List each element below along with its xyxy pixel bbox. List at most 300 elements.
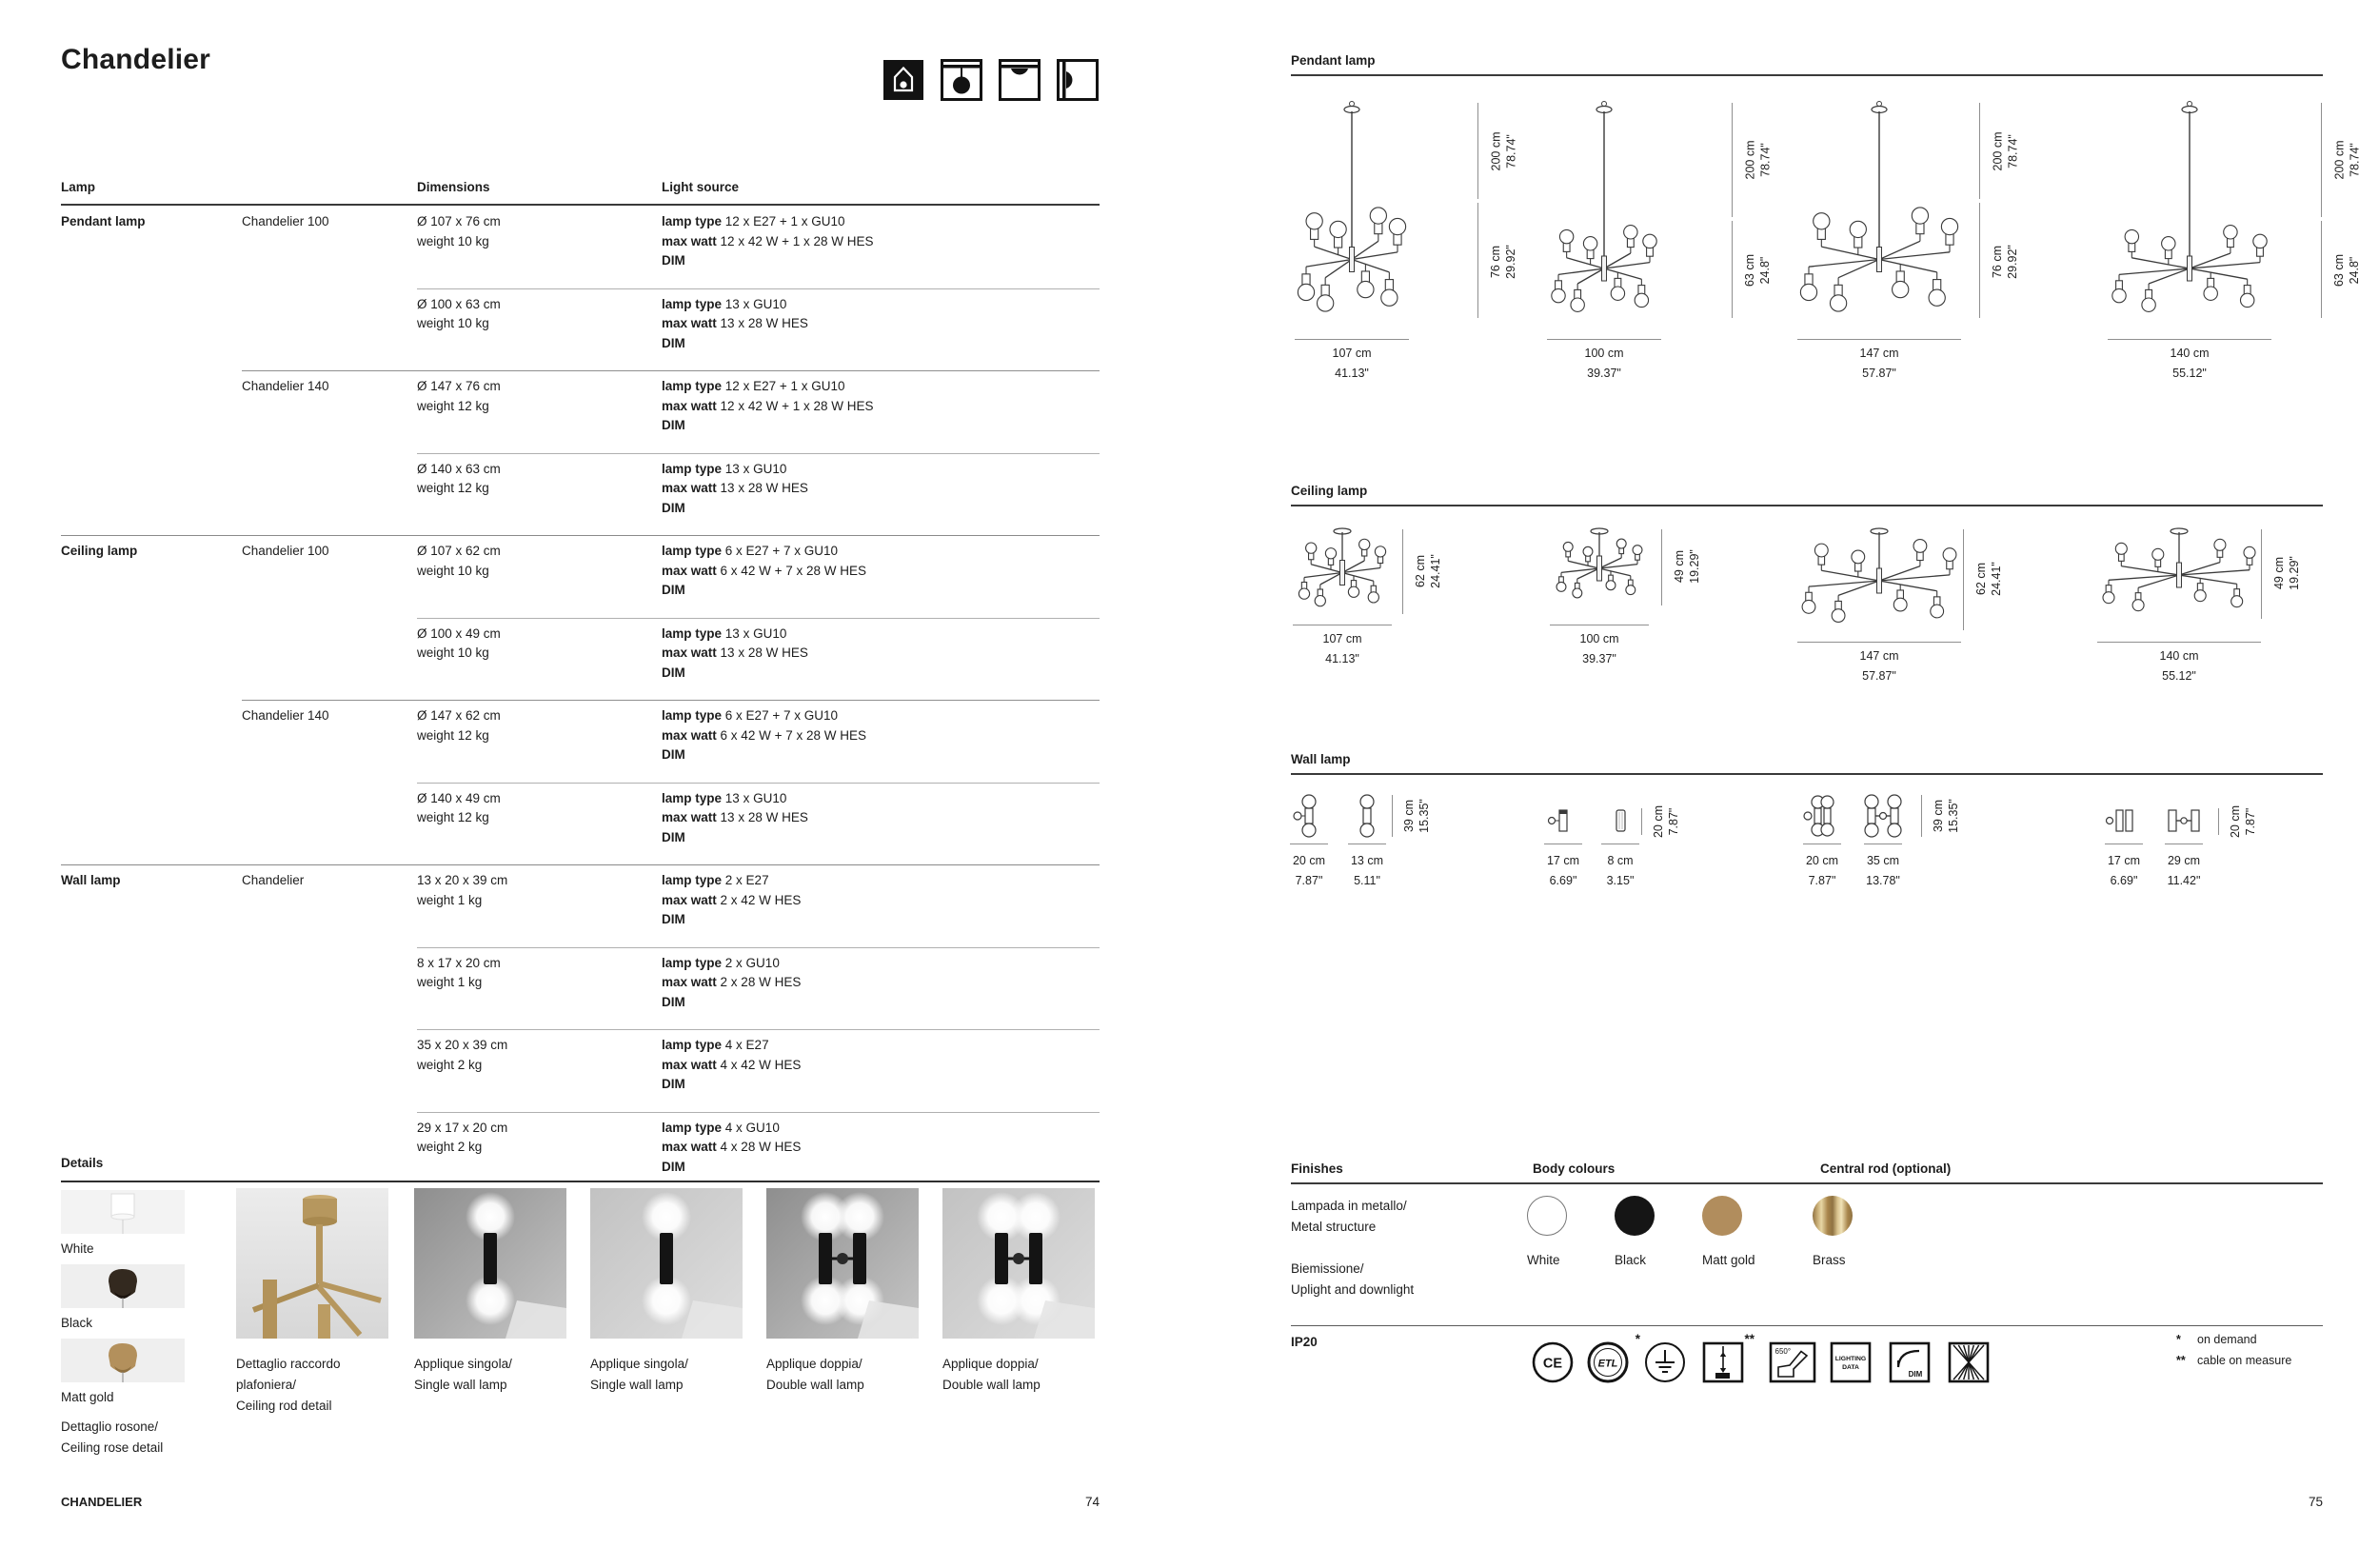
- section-separator: [61, 535, 1100, 536]
- lamp-type-line: [662, 706, 866, 726]
- svg-text:DIM: DIM: [1908, 1370, 1923, 1379]
- lamp-type-line: [662, 212, 874, 232]
- photo-caption: [236, 1354, 388, 1417]
- footer-product-label: CHANDELIER: [61, 1495, 143, 1509]
- width-inches-label: 11.42": [2167, 874, 2201, 887]
- lamp-type-line: [662, 954, 801, 974]
- lamp-type-line: [662, 871, 801, 891]
- dimension-line: [1979, 203, 1980, 318]
- width-cm-label: 13 cm: [1350, 854, 1384, 867]
- indoor-icon: [882, 59, 924, 101]
- beam-angle-icon: [1948, 1340, 1990, 1384]
- max-watt-value: 6 x 42 W + 7 x 28 W HES: [720, 563, 866, 578]
- max-watt-line: [662, 1056, 801, 1076]
- dimensions-cell: [417, 789, 501, 828]
- max-watt-value: 13 x 28 W HES: [720, 481, 808, 495]
- lamp-type-label: lamp type: [662, 625, 723, 641]
- lamp-type-line: [662, 625, 808, 645]
- weight-value: weight 10 kg: [417, 316, 489, 330]
- lamp-type-label: lamp type: [662, 1038, 723, 1052]
- ceiling-chandelier-drawing: [1550, 526, 1649, 607]
- max-watt-line: [662, 808, 808, 828]
- pendant-diagram: [1547, 99, 1794, 389]
- spec-row: [61, 947, 1100, 1030]
- width-inches-label: 55.12": [2172, 367, 2207, 380]
- wall-lamp-drawing: [1293, 793, 1331, 839]
- light-source-cell: [662, 460, 808, 519]
- weight-value: weight 12 kg: [417, 727, 489, 743]
- dimensions-cell: [417, 954, 501, 993]
- lamp-type-value: 13 x GU10: [724, 625, 787, 641]
- row-separator: [417, 947, 1100, 948]
- ip-divider: [1291, 1325, 2323, 1326]
- lamp-category: Ceiling lamp: [61, 544, 138, 558]
- width-cm-label: 29 cm: [2167, 854, 2201, 867]
- dimension-label: 76 cm 29.92": [1991, 244, 2019, 279]
- dimension-line: [1392, 795, 1393, 837]
- photo-caption: [942, 1354, 1095, 1396]
- dimension-label: 200 cm 78.74": [2332, 140, 2361, 180]
- section-separator: [61, 864, 1100, 865]
- max-watt-label: max watt: [662, 645, 717, 660]
- spec-row: [61, 864, 1100, 947]
- svg-text:LIGHTING: LIGHTING: [1834, 1356, 1867, 1362]
- dim-label: DIM: [662, 1159, 685, 1174]
- width-cm-label: 107 cm: [1332, 347, 1372, 360]
- ceiling-diagram: [2097, 526, 2324, 716]
- max-watt-label: max watt: [662, 316, 717, 330]
- lamp-type-label: lamp type: [662, 955, 723, 970]
- ceiling-chandelier-drawing: [1797, 526, 1961, 632]
- light-source-cell: [662, 871, 801, 930]
- model-name: Chandelier 100: [242, 214, 329, 228]
- ceiling-chandelier-drawing: [1293, 526, 1392, 616]
- dimension-label: 39 cm 15.35": [1402, 799, 1431, 833]
- light-source-cell: [662, 542, 866, 601]
- max-watt-value: 13 x 28 W HES: [720, 810, 808, 824]
- width-inches-label: 6.69": [1549, 874, 1577, 887]
- light-source-cell: [662, 295, 808, 354]
- wall-diagram-group: [1803, 793, 1993, 903]
- pendant-chandelier-drawing: [1797, 99, 1961, 323]
- light-source-cell: [662, 1119, 801, 1178]
- colour-swatch-white: [1527, 1196, 1567, 1236]
- lamp-type-value: 13 x GU10: [724, 461, 787, 476]
- max-watt-label: max watt: [662, 727, 717, 743]
- width-cm-label: 100 cm: [1584, 347, 1624, 360]
- dimension-line: [1661, 529, 1662, 605]
- wall-lamp-drawing: [1348, 793, 1386, 839]
- max-watt-label: max watt: [662, 481, 717, 495]
- dimensions-cell: [417, 625, 501, 664]
- weight-value: weight 1 kg: [417, 975, 483, 989]
- dimension-line: [1921, 795, 1922, 837]
- dimension-line: [2321, 221, 2322, 318]
- size-value: Ø 147 x 62 cm: [417, 708, 501, 723]
- finish-thumb-matt-gold: [61, 1339, 185, 1382]
- max-watt-value: 2 x 28 W HES: [720, 975, 802, 989]
- category-icon-bar: [882, 59, 1099, 101]
- max-watt-value: 12 x 42 W + 1 x 28 W HES: [720, 398, 874, 413]
- dim-label: DIM: [662, 912, 685, 926]
- finish-thumb-black: [61, 1264, 185, 1308]
- width-cm-label: 147 cm: [1859, 649, 1899, 663]
- lamp-type-value: 13 x GU10: [724, 790, 787, 805]
- max-watt-line: [662, 314, 808, 334]
- pendant-diagram: [1295, 99, 1540, 389]
- width-inches-label: 55.12": [2162, 669, 2196, 683]
- lamp-type-line: [662, 789, 808, 809]
- dimension-line: [2321, 103, 2322, 217]
- wall-section-heading: Wall lamp: [1291, 752, 1351, 766]
- weight-value: weight 10 kg: [417, 233, 489, 248]
- dim-label: DIM: [662, 335, 685, 350]
- lamp-type-line: [662, 1036, 801, 1056]
- width-inches-label: 3.15": [1606, 874, 1635, 887]
- width-cm-label: 140 cm: [2170, 347, 2210, 360]
- note-on-demand: [2176, 1329, 2257, 1350]
- weight-value: weight 12 kg: [417, 398, 489, 413]
- lamp-type-label: lamp type: [662, 461, 723, 476]
- width-inches-label: 57.87": [1862, 669, 1896, 683]
- width-cm-label: 140 cm: [2159, 649, 2199, 663]
- dimensions-cell: [417, 706, 501, 745]
- width-inches-label: 41.13": [1325, 652, 1359, 665]
- spec-row: [61, 206, 1100, 288]
- row-separator: [417, 618, 1100, 619]
- max-watt-line: [662, 973, 801, 993]
- section-divider: [1291, 1182, 2323, 1184]
- detail-photo-single-wall: [414, 1188, 566, 1396]
- dimension-line: [1547, 339, 1661, 340]
- max-watt-label: max watt: [662, 810, 717, 824]
- dimension-line: [1295, 339, 1409, 340]
- size-value: Ø 100 x 49 cm: [417, 625, 501, 641]
- max-watt-label: max watt: [662, 1057, 717, 1072]
- max-watt-label: max watt: [662, 975, 717, 989]
- width-inches-label: 39.37": [1582, 652, 1616, 665]
- dimension-line: [1732, 221, 1733, 318]
- wall-lamp-drawing: [1546, 793, 1584, 839]
- dimension-label: 200 cm 78.74": [1991, 131, 2019, 170]
- lamp-type-value: 4 x GU10: [724, 1120, 780, 1135]
- light-source-cell: [662, 625, 808, 684]
- note-mark: **: [1744, 1332, 1755, 1346]
- light-source-cell: [662, 706, 866, 765]
- max-watt-line: [662, 644, 808, 664]
- column-header: Light source: [662, 180, 740, 194]
- dimension-line: [2097, 642, 2261, 643]
- light-source-cell: [662, 377, 874, 436]
- finishes-heading: Finishes: [1291, 1161, 1343, 1176]
- body-colours-heading: Body colours: [1533, 1161, 1616, 1176]
- swatch-label: White: [1527, 1253, 1560, 1267]
- max-watt-line: [662, 891, 801, 911]
- height-adjustment-icon: [1702, 1332, 1755, 1384]
- caption-line: Applique doppia/: [766, 1357, 862, 1371]
- caption-line: Double wall lamp: [766, 1378, 864, 1392]
- width-cm-label: 17 cm: [1546, 854, 1580, 867]
- lamp-type-label: lamp type: [662, 873, 723, 887]
- weight-value: weight 1 kg: [417, 892, 483, 907]
- section-divider: [1291, 74, 2323, 76]
- pendant-diagram: [1797, 99, 2042, 389]
- lamp-type-label: lamp type: [662, 296, 723, 311]
- pendant-chandelier-drawing: [2108, 99, 2271, 323]
- swatch-label: Black: [1615, 1253, 1647, 1267]
- column-header: Dimensions: [417, 180, 490, 194]
- dimension-line: [1797, 642, 1961, 643]
- caption-line: Dettaglio rosone/: [61, 1419, 159, 1434]
- max-watt-line: [662, 1138, 801, 1158]
- dim-label: DIM: [662, 253, 685, 268]
- width-inches-label: 6.69": [2110, 874, 2138, 887]
- weight-value: weight 10 kg: [417, 563, 489, 578]
- dim-label: DIM: [662, 500, 685, 515]
- caption-line: Single wall lamp: [590, 1378, 684, 1392]
- max-watt-label: max watt: [662, 1140, 717, 1154]
- max-watt-value: 6 x 42 W + 7 x 28 W HES: [720, 727, 866, 743]
- row-separator: [417, 288, 1100, 289]
- light-source-cell: [662, 954, 801, 1013]
- swatch-item: [1813, 1196, 1893, 1270]
- lamp-category: Pendant lamp: [61, 214, 146, 228]
- column-header: Lamp: [61, 180, 96, 194]
- caption-line: Ceiling rose detail: [61, 1440, 164, 1455]
- note-cable: [2176, 1350, 2291, 1371]
- width-inches-label: 7.87": [1295, 874, 1323, 887]
- spec-table: [61, 177, 1100, 1194]
- caption-line: Applique singola/: [414, 1357, 512, 1371]
- detail-photo-rod-detail: [236, 1188, 388, 1417]
- dim-label: DIM: [662, 994, 685, 1009]
- width-cm-label: 147 cm: [1859, 347, 1899, 360]
- width-inches-label: 39.37": [1587, 367, 1621, 380]
- size-value: Ø 147 x 76 cm: [417, 379, 501, 393]
- pendant-lamp-icon: [941, 59, 982, 101]
- svg-text:DATA: DATA: [1842, 1364, 1859, 1371]
- width-inches-label: 57.87": [1862, 367, 1896, 380]
- max-watt-label: max watt: [662, 563, 717, 578]
- dimension-label: 20 cm 7.87": [2228, 804, 2257, 839]
- photo-caption: [414, 1354, 566, 1396]
- lamp-type-label: lamp type: [662, 790, 723, 805]
- etl-mark-icon: [1586, 1332, 1640, 1384]
- temperature-650-icon: [1769, 1340, 1816, 1384]
- structure-label-line1: Lampada in metallo/: [1291, 1199, 1407, 1213]
- dimension-line: [2108, 339, 2271, 340]
- dimension-line: [1477, 103, 1478, 199]
- size-value: Ø 107 x 62 cm: [417, 544, 501, 558]
- wall-diagram-group: [2104, 793, 2294, 903]
- model-name: Chandelier: [242, 873, 305, 887]
- finish-thumb-label: Matt gold: [61, 1390, 114, 1404]
- max-watt-value: 13 x 28 W HES: [720, 316, 808, 330]
- lamp-type-label: lamp type: [662, 544, 723, 558]
- dimensions-cell: [417, 460, 501, 499]
- width-cm-label: 20 cm: [1292, 854, 1326, 867]
- note-mark: **: [2176, 1354, 2186, 1367]
- dim-label: DIM: [662, 418, 685, 432]
- row-separator: [417, 1029, 1100, 1030]
- lamp-category: Wall lamp: [61, 873, 121, 887]
- dimensions-cell: [417, 1119, 507, 1158]
- row-separator: [417, 453, 1100, 454]
- wall-diagram-group: [1293, 793, 1483, 903]
- width-cm-label: 17 cm: [2107, 854, 2141, 867]
- pendant-chandelier-drawing: [1295, 99, 1409, 323]
- dimension-label: 62 cm 24.41": [1974, 562, 2003, 596]
- width-cm-label: 107 cm: [1322, 632, 1362, 645]
- spec-row: [61, 288, 1100, 371]
- dim-label: DIM: [662, 665, 685, 680]
- dimension-label: 63 cm 24.8": [2331, 253, 2361, 288]
- page-number-right: 75: [2308, 1495, 2323, 1509]
- svg-text:650°: 650°: [1774, 1347, 1792, 1356]
- spec-row: [61, 1029, 1100, 1112]
- swatch-label: Matt gold: [1702, 1253, 1755, 1267]
- ceiling-lamp-icon: [999, 59, 1041, 101]
- size-value: 8 x 17 x 20 cm: [417, 955, 501, 970]
- max-watt-label: max watt: [662, 398, 717, 413]
- caption-line: plafoniera/: [236, 1378, 297, 1392]
- caption-line: Applique doppia/: [942, 1357, 1039, 1371]
- photo-caption: [766, 1354, 919, 1396]
- earth-ground-icon: [1643, 1340, 1687, 1384]
- size-value: Ø 107 x 76 cm: [417, 214, 501, 228]
- dimension-line: [1979, 103, 1980, 199]
- weight-value: weight 2 kg: [417, 1057, 483, 1072]
- lamp-type-label: lamp type: [662, 1120, 723, 1135]
- svg-text:ETL: ETL: [1597, 1358, 1618, 1370]
- weight-value: weight 2 kg: [417, 1140, 483, 1154]
- dim-label: DIM: [662, 829, 685, 844]
- dimension-label: 200 cm 78.74": [1489, 131, 1517, 170]
- pendant-section-heading: Pendant lamp: [1291, 53, 1376, 68]
- ceiling-diagram: [1293, 526, 1465, 716]
- colour-swatch-matt-gold: [1702, 1196, 1742, 1236]
- caption-line: Dettaglio raccordo: [236, 1357, 341, 1371]
- dimensions-cell: [417, 871, 507, 910]
- swatch-item: [1702, 1196, 1782, 1270]
- weight-value: weight 10 kg: [417, 645, 489, 660]
- swatch-item: [1527, 1196, 1607, 1270]
- note-text: cable on measure: [2197, 1354, 2292, 1367]
- lamp-type-label: lamp type: [662, 379, 723, 393]
- caption-line: Ceiling rod detail: [236, 1399, 332, 1413]
- structure-label-line2: Metal structure: [1291, 1220, 1377, 1234]
- emission-label-line2: Uplight and downlight: [1291, 1282, 1415, 1297]
- size-value: Ø 140 x 49 cm: [417, 790, 501, 805]
- spec-row: [61, 453, 1100, 536]
- wall-lamp-drawing: [1601, 793, 1639, 839]
- finish-thumb-white: [61, 1190, 185, 1234]
- wall-lamp-drawing: [2157, 793, 2210, 839]
- width-inches-label: 7.87": [1808, 874, 1836, 887]
- dimensions-cell: [417, 295, 501, 334]
- size-value: Ø 100 x 63 cm: [417, 296, 501, 311]
- lamp-type-label: lamp type: [662, 214, 723, 228]
- weight-value: weight 12 kg: [417, 810, 489, 824]
- model-name: Chandelier 140: [242, 708, 329, 723]
- row-separator: [417, 783, 1100, 784]
- dimension-line: [1963, 529, 1964, 630]
- max-watt-value: 2 x 42 W HES: [720, 892, 802, 907]
- max-watt-line: [662, 726, 866, 746]
- max-watt-value: 13 x 28 W HES: [720, 645, 808, 660]
- lamp-type-line: [662, 460, 808, 480]
- lamp-type-value: 6 x E27 + 7 x GU10: [724, 544, 838, 558]
- max-watt-line: [662, 479, 808, 499]
- width-cm-label: 35 cm: [1866, 854, 1900, 867]
- dimension-label: 39 cm 15.35": [1932, 799, 1960, 833]
- ceiling-diagram: [1797, 526, 2026, 716]
- emission-label-line1: Biemissione/: [1291, 1261, 1364, 1276]
- dimension-line: [1732, 103, 1733, 217]
- width-cm-label: 8 cm: [1607, 854, 1634, 867]
- max-watt-value: 12 x 42 W + 1 x 28 W HES: [720, 233, 874, 248]
- finish-thumb-column: [61, 1190, 185, 1459]
- width-inches-label: 13.78": [1866, 874, 1900, 887]
- size-value: Ø 140 x 63 cm: [417, 461, 501, 476]
- dimension-label: 20 cm 7.87": [1651, 804, 1680, 839]
- lamp-type-line: [662, 377, 874, 397]
- spec-row: [61, 700, 1100, 783]
- ceiling-diagram: [1550, 526, 1724, 716]
- pendant-diagram: [2108, 99, 2379, 389]
- max-watt-line: [662, 232, 874, 252]
- page-number-left: 74: [1084, 1495, 1100, 1509]
- dimension-label: 200 cm 78.74": [1743, 140, 1772, 180]
- page-title: Chandelier: [61, 44, 211, 75]
- swatch-item: [1615, 1196, 1695, 1270]
- note-mark: *: [1635, 1332, 1640, 1346]
- dimensions-cell: [417, 542, 501, 581]
- central-rod-heading: Central rod (optional): [1820, 1161, 1952, 1176]
- wall-lamp-drawing: [1803, 793, 1845, 839]
- ceiling-section-heading: Ceiling lamp: [1291, 484, 1368, 498]
- dimensions-cell: [417, 377, 501, 416]
- dim-label: DIM: [662, 583, 685, 597]
- dimension-label: 49 cm 19.29": [2272, 556, 2301, 590]
- caption-line: Single wall lamp: [414, 1378, 507, 1392]
- max-watt-label: max watt: [662, 233, 717, 248]
- lamp-type-value: 4 x E27: [724, 1038, 769, 1052]
- spec-row: [61, 618, 1100, 701]
- wall-lamp-drawing: [2104, 793, 2142, 839]
- lamp-type-label: lamp type: [662, 708, 723, 723]
- svg-text:CE: CE: [1542, 1356, 1563, 1372]
- size-value: 35 x 20 x 39 cm: [417, 1038, 508, 1052]
- width-inches-label: 5.11": [1354, 874, 1380, 887]
- finish-thumb-label: White: [61, 1241, 94, 1256]
- wall-diagram-group: [1546, 793, 1736, 903]
- dimension-line: [1641, 808, 1642, 835]
- ip-rating: IP20: [1291, 1335, 1318, 1349]
- wall-lamp-drawing: [1856, 793, 1910, 839]
- lamp-type-line: [662, 1119, 801, 1139]
- lamp-type-value: 2 x E27: [724, 873, 769, 887]
- model-name: Chandelier 140: [242, 379, 329, 393]
- dimension-label: 63 cm 24.8": [1742, 253, 1772, 288]
- detail-photo-single-wall-2: [590, 1188, 743, 1396]
- width-cm-label: 100 cm: [1579, 632, 1619, 645]
- lamp-type-line: [662, 295, 808, 315]
- table-header: [61, 177, 1100, 206]
- caption-line: Applique singola/: [590, 1357, 688, 1371]
- model-name: Chandelier 100: [242, 544, 329, 558]
- wall-lamp-icon: [1057, 59, 1099, 101]
